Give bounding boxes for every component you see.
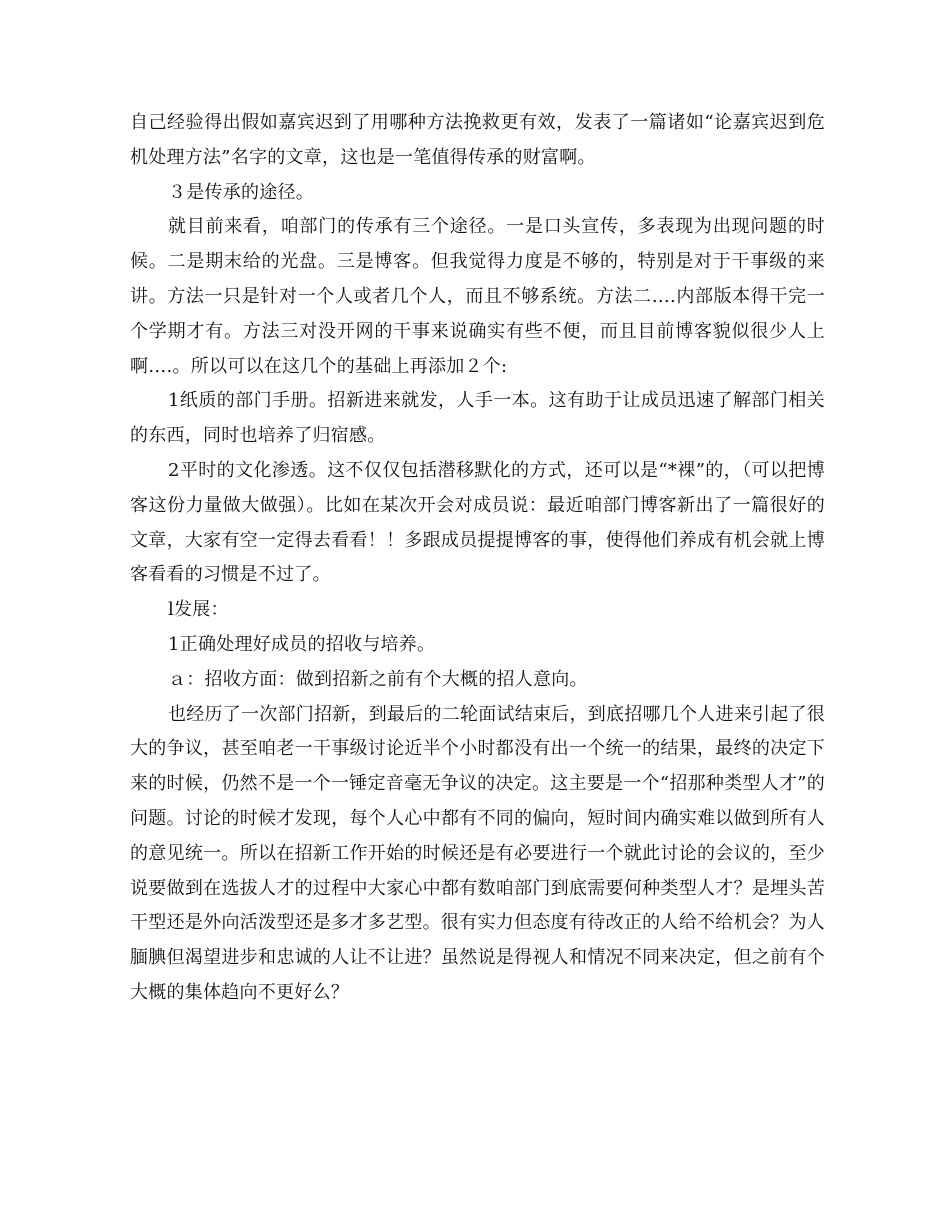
paragraph-item-2: 2平时的文化渗透。这不仅仅包括潜移默化的方式，还可以是“*裸”的，（可以把博客这份力量做大做强）。比如在某次开会对成员说：最近咱部门博客新出了一篇很好的文章，大家有空一定得去看看！！多跟成员提提博客的事，使得他们养成有机会就上博客看看的习惯是不过了。	[130, 459, 825, 586]
paragraph-continuation: 自己经验得出假如嘉宾迟到了用哪种方法挽救更有效，发表了一篇诸如“论嘉宾迟到危机处理方法”名字的文章，这也是一笔值得传承的财富啊。	[130, 112, 825, 168]
paragraph-heading-a: ａ：招收方面：做到招新之前有个大概的招人意向。	[168, 668, 588, 690]
paragraph-heading-recruit: 1正确处理好成员的招收与培养。	[168, 633, 436, 655]
paragraph-heading-development: l发展：	[168, 599, 229, 621]
paragraph-heading-3: ３是传承的途径。	[168, 181, 314, 203]
paragraph-channels: 就目前来看，咱部门的传承有三个途径。一是口头宣传，多表现为出现问题的时候。二是期末给的光盘。三是博客。但我觉得力度是不够的，特别是对于干事级的来讲。方法一只是针对一个人或者几个人，而且不够系统。方法二….内部版本得干完一个学期才有。方法三对没开网的干事来说确实有些不便，而且目前博客貌似很少人上啊….。所以可以在这几个的基础上再添加２个:	[130, 216, 825, 377]
document-body	[130, 106, 825, 1011]
paragraph-item-1: 1纸质的部门手册。招新进来就发，人手一本。这有助于让成员迅速了解部门相关的东西，同时也培养了归宿感。	[130, 390, 825, 447]
paragraph-recruit-body: 也经历了一次部门招新，到最后的二轮面试结束后，到底招哪几个人进来引起了很大的争议，甚至咱老一干事级讨论近半个小时都没有出一个统一的结果，最终的决定下来的时候，仍然不是一个一锤定音毫无争议的决定。这主要是一个“招那种类型人才”的问题。讨论的时候才发现，每个人心中都有不同的偏向，短时间内确实难以做到所有人的意见统一。所以在招新工作开始的时候还是有必要进行一个就此讨论的会议的，至少说要做到在选拔人才的过程中大家心中都有数咱部门到底需要何种类型人才？是埋头苦干型还是外向活泼型还是多才多艺型。很有实力但态度有待改正的人给不给机会？为人腼腆但渴望进步和忠诚的人让不让进？虽然说是得视人和情况不同来决定，但之前有个大概的集体趋向不更好么？	[130, 703, 825, 1003]
